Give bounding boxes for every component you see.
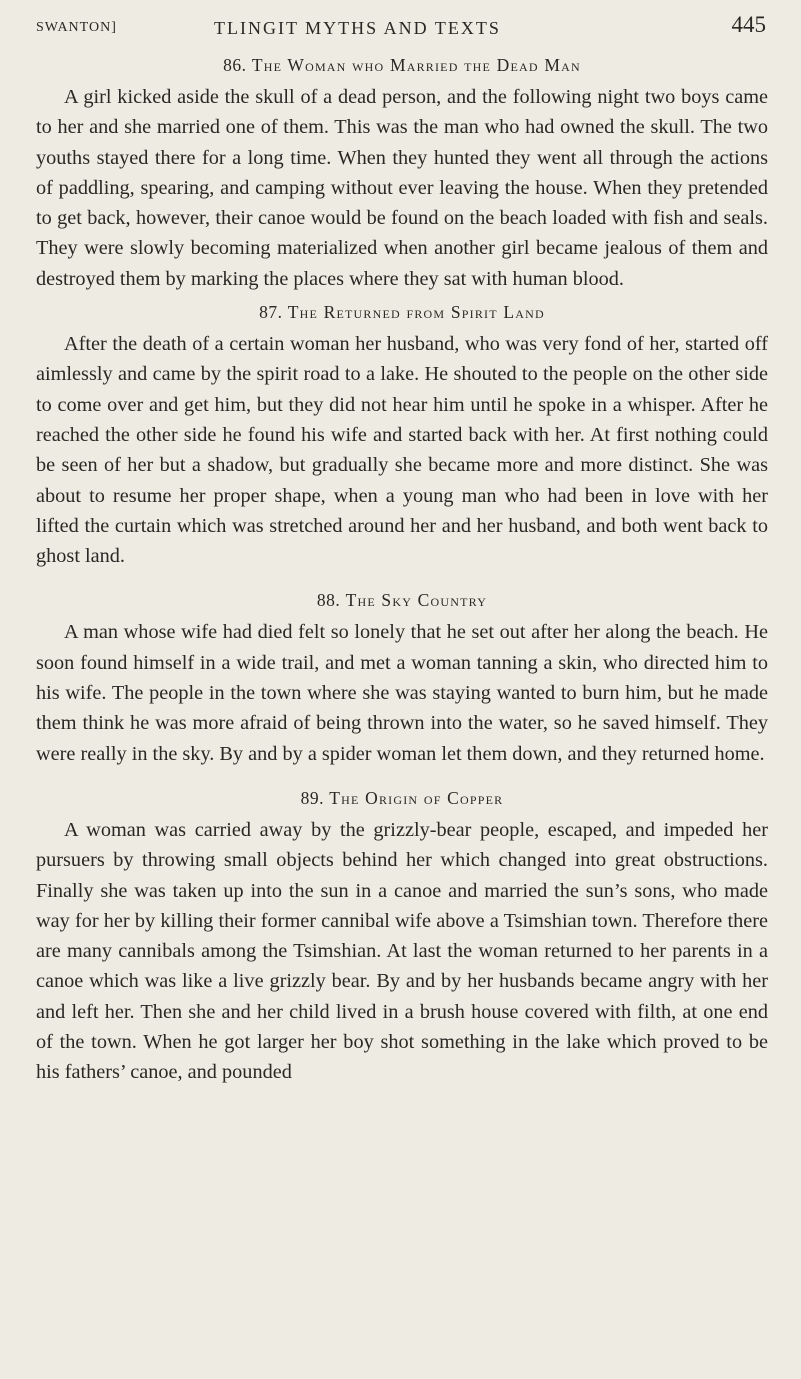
section-paragraph-89: A woman was carried away by the grizzly-bear people, escaped, and impeded her pursuers by throwing small objects behind her which changed into great obstructions. Finally she was taken up into the sun in a canoe and married the sun’s sons, who made way for her by killing their former cannibal wife above a Tsimshian town. Therefore there are many cannibals among the Tsimshian. At last the woman returned to her parents in a canoe which was like a live grizzly bear. By and by her husbands became angry with her and left her. Then she and her child lived in a brush house covered with filth, at one end of the town. When he got larger her boy shot something in the lake which proved to be his fathers’ canoe, and pounded (36, 818, 768, 1084)
section-paragraph-88: A man whose wife had died felt so lonely that he set out after her along the beach. He soon found himself in a wide trail, and met a woman tanning a skin, who directed him to his wife. The people in the town where she was staying wanted to burn him, but he made them think he was more afraid of being thrown into the water, so he saved himself. They were really in the sky. By and by a spider woman let them down, and they returned home. (36, 621, 768, 765)
section-heading-86 (36, 50, 768, 80)
running-head-title: TLINGIT MYTHS AND TEXTS (214, 18, 501, 38)
section-title: The Returned from Spirit Land (287, 302, 545, 323)
section-number: 87. (259, 302, 283, 323)
section-number: 86. (223, 55, 247, 75)
page-number: 445 (731, 12, 766, 37)
section-title: The Sky Country (345, 590, 488, 611)
section-title: The Origin of Copper (329, 787, 504, 808)
section-paragraph-86: A girl kicked aside the skull of a dead person, and the following night two boys came to her and she married one of them. This was the man who had owned the skull. The two youths stayed there for a long time. When they hunted they went all through the actions of paddling, spearing, and camping without ever leaving the house. When they pretended to get back, however, their canoe would be found on the beach loaded with fish and seals. They were slowly becoming materialized when another girl became jealous of them and destroyed them by marking the places where they sat with human blood. (36, 86, 768, 290)
running-header (36, 14, 766, 44)
section-title: The Woman who Married the Dead Man (251, 55, 581, 75)
section-heading-88 (36, 585, 768, 615)
section-heading-89 (36, 783, 768, 813)
page-body (36, 50, 768, 1088)
section-paragraph-87: After the death of a certain woman her husband, who was very fond of her, started off aimlessly and came by the spirit road to a lake. He shouted to the people on the other side to come over and get him, but they did not hear him until he spoke in a whisper. After he reached the other side he found his wife and started back with her. At first nothing could be seen of her but a shadow, but gradually she became more and more distinct. She was about to resume her proper shape, when a young man who had been in love with her lifted the curtain which was stretched around her and her husband, and both went back to ghost land. (36, 333, 768, 568)
section-number: 89. (300, 787, 324, 808)
section-number: 88. (316, 590, 341, 611)
running-head-author: SWANTON] (36, 20, 117, 35)
section-heading-87 (36, 297, 768, 327)
